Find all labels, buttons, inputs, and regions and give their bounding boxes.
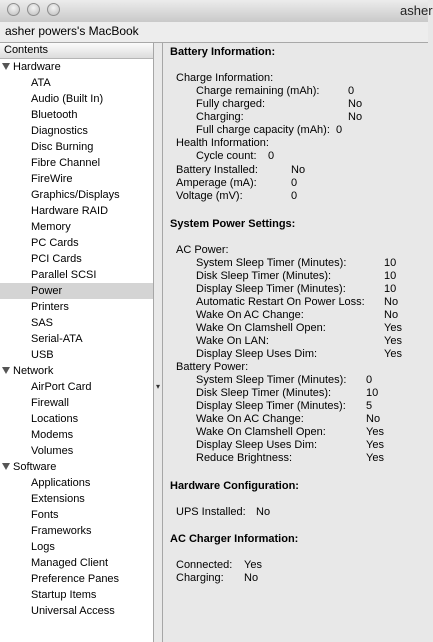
ac-setting-value: 10 [384,257,397,269]
charge-row-label: Fully charged: [196,98,266,110]
system-power-settings-heading: System Power Settings: [170,218,296,230]
close-window-button[interactable] [7,3,20,16]
ac-setting-value: No [384,309,399,321]
sidebar-item-airport-card[interactable]: AirPort Card [31,381,92,393]
sidebar-item-managed-client[interactable]: Managed Client [31,557,109,569]
window-title: asher [400,3,433,18]
battery-setting-value: Yes [366,452,384,464]
ac-setting-value: Yes [384,348,402,360]
sidebar-item-disc-burning[interactable]: Disc Burning [31,141,94,153]
battery-setting-label: Wake On Clamshell Open: [196,426,326,438]
ac-setting-value: No [384,296,399,308]
ac-setting-label: Display Sleep Uses Dim: [196,348,318,360]
charger-row-label: Charging: [176,572,224,584]
battery-row-label: Battery Installed: [176,164,258,176]
charge-row-value: No [348,98,363,110]
charge-row-value: 0 [336,124,343,136]
ac-setting-label: Disk Sleep Timer (Minutes): [196,270,332,282]
sidebar-item-frameworks[interactable]: Frameworks [31,525,92,537]
battery-setting-value: 0 [366,374,373,386]
sidebar-item-firewire[interactable]: FireWire [31,173,73,185]
ups-installed-label: UPS Installed: [176,506,246,518]
disclosure-triangle-icon[interactable] [2,367,10,374]
sidebar-item-parallel-scsi[interactable]: Parallel SCSI [31,269,97,281]
ac-setting-label: Automatic Restart On Power Loss: [196,296,365,308]
title-bar [0,0,433,23]
sidebar-item-startup-items[interactable]: Startup Items [31,589,97,601]
battery-setting-label: Display Sleep Timer (Minutes): [196,400,346,412]
ac-setting-label: Wake On LAN: [196,335,269,347]
sidebar-item-volumes[interactable]: Volumes [31,445,74,457]
ac-setting-value: Yes [384,335,402,347]
charge-row-label: Charging: [196,111,244,123]
battery-setting-label: System Sleep Timer (Minutes): [196,374,347,386]
ups-installed-value: No [256,506,271,518]
sidebar-item-power[interactable]: Power [0,283,153,299]
ac-power-label: AC Power: [176,244,229,256]
sidebar-item-pci-cards[interactable]: PCI Cards [31,253,82,265]
sidebar-item-logs[interactable]: Logs [31,541,55,553]
zoom-window-button[interactable] [47,3,60,16]
battery-row-value: 0 [291,177,298,189]
charge-row-value: 0 [348,85,355,97]
sidebar-category-network[interactable] [0,363,153,379]
health-row-value: 0 [268,150,275,162]
ac-setting-value: 10 [384,270,397,282]
sidebar-item-universal-access[interactable]: Universal Access [31,605,115,617]
sidebar-item-fibre-channel[interactable]: Fibre Channel [31,157,101,169]
ac-charger-information-heading: AC Charger Information: [170,533,299,545]
battery-setting-value: 10 [366,387,379,399]
machine-bar [0,22,428,43]
disclosure-triangle-icon[interactable] [2,463,10,470]
battery-setting-label: Disk Sleep Timer (Minutes): [196,387,332,399]
sidebar-item-audio-built-in[interactable]: Audio (Built In) [31,93,104,105]
hardware-configuration-heading: Hardware Configuration: [170,480,299,492]
sidebar-item-extensions[interactable]: Extensions [31,493,85,505]
battery-setting-value: Yes [366,439,384,451]
battery-row-label: Voltage (mV): [176,190,243,202]
charge-information-label: Charge Information: [176,72,274,84]
split-divider[interactable] [153,43,163,642]
machine-name: asher powers's MacBook [5,24,139,38]
health-row-label: Cycle count: [196,150,257,162]
sidebar-item-hardware-raid[interactable]: Hardware RAID [31,205,109,217]
charger-row-value: Yes [244,559,262,571]
charge-row-label: Charge remaining (mAh): [196,85,320,97]
sidebar-category-software[interactable] [0,459,153,475]
sidebar-item-modems[interactable]: Modems [31,429,74,441]
sidebar-item-diagnostics[interactable]: Diagnostics [31,125,88,137]
disclosure-triangle-icon[interactable] [2,63,10,70]
battery-row-value: 0 [291,190,298,202]
sidebar-item-firewall[interactable]: Firewall [31,397,69,409]
sidebar-item-printers[interactable]: Printers [31,301,69,313]
battery-setting-value: 5 [366,400,373,412]
battery-setting-label: Reduce Brightness: [196,452,292,464]
resize-grip-icon[interactable]: ▾ [156,382,161,391]
sidebar-category-label: Hardware [13,61,61,73]
ac-setting-label: Display Sleep Timer (Minutes): [196,283,346,295]
detail-pane [164,43,428,642]
charger-row-label: Connected: [176,559,233,571]
sidebar-item-ata[interactable]: ATA [31,77,51,89]
sidebar-item-applications[interactable]: Applications [31,477,91,489]
contents-sidebar [0,43,153,642]
sidebar-category-label: Software [13,461,57,473]
charge-row-label: Full charge capacity (mAh): [196,124,330,136]
health-information-label: Health Information: [176,137,269,149]
sidebar-item-serial-ata[interactable]: Serial-ATA [31,333,83,345]
sidebar-item-sas[interactable]: SAS [31,317,54,329]
sidebar-item-bluetooth[interactable]: Bluetooth [31,109,78,121]
battery-setting-label: Display Sleep Uses Dim: [196,439,318,451]
ac-setting-label: Wake On Clamshell Open: [196,322,326,334]
charger-row-value: No [244,572,259,584]
sidebar-item-fonts[interactable]: Fonts [31,509,59,521]
ac-setting-value: Yes [384,322,402,334]
battery-power-label: Battery Power: [176,361,249,373]
ac-setting-label: Wake On AC Change: [196,309,304,321]
sidebar-item-pc-cards[interactable]: PC Cards [31,237,79,249]
battery-setting-value: No [366,413,381,425]
sidebar-item-memory[interactable]: Memory [31,221,71,233]
minimize-window-button[interactable] [27,3,40,16]
battery-row-value: No [291,164,306,176]
battery-row-label: Amperage (mA): [176,177,257,189]
sidebar-category-hardware[interactable] [0,59,153,75]
charge-row-value: No [348,111,363,123]
battery-information-heading: Battery Information: [170,46,276,58]
ac-setting-label: System Sleep Timer (Minutes): [196,257,347,269]
sidebar-item-preference-panes[interactable]: Preference Panes [31,573,120,585]
sidebar-item-usb[interactable]: USB [31,349,54,361]
sidebar-item-locations[interactable]: Locations [31,413,79,425]
sidebar-item-graphics-displays[interactable]: Graphics/Displays [31,189,120,201]
sidebar-category-label: Network [13,365,54,377]
contents-header[interactable]: Contents [0,43,153,59]
battery-setting-value: Yes [366,426,384,438]
ac-setting-value: 10 [384,283,397,295]
battery-setting-label: Wake On AC Change: [196,413,304,425]
category-list [0,59,153,619]
